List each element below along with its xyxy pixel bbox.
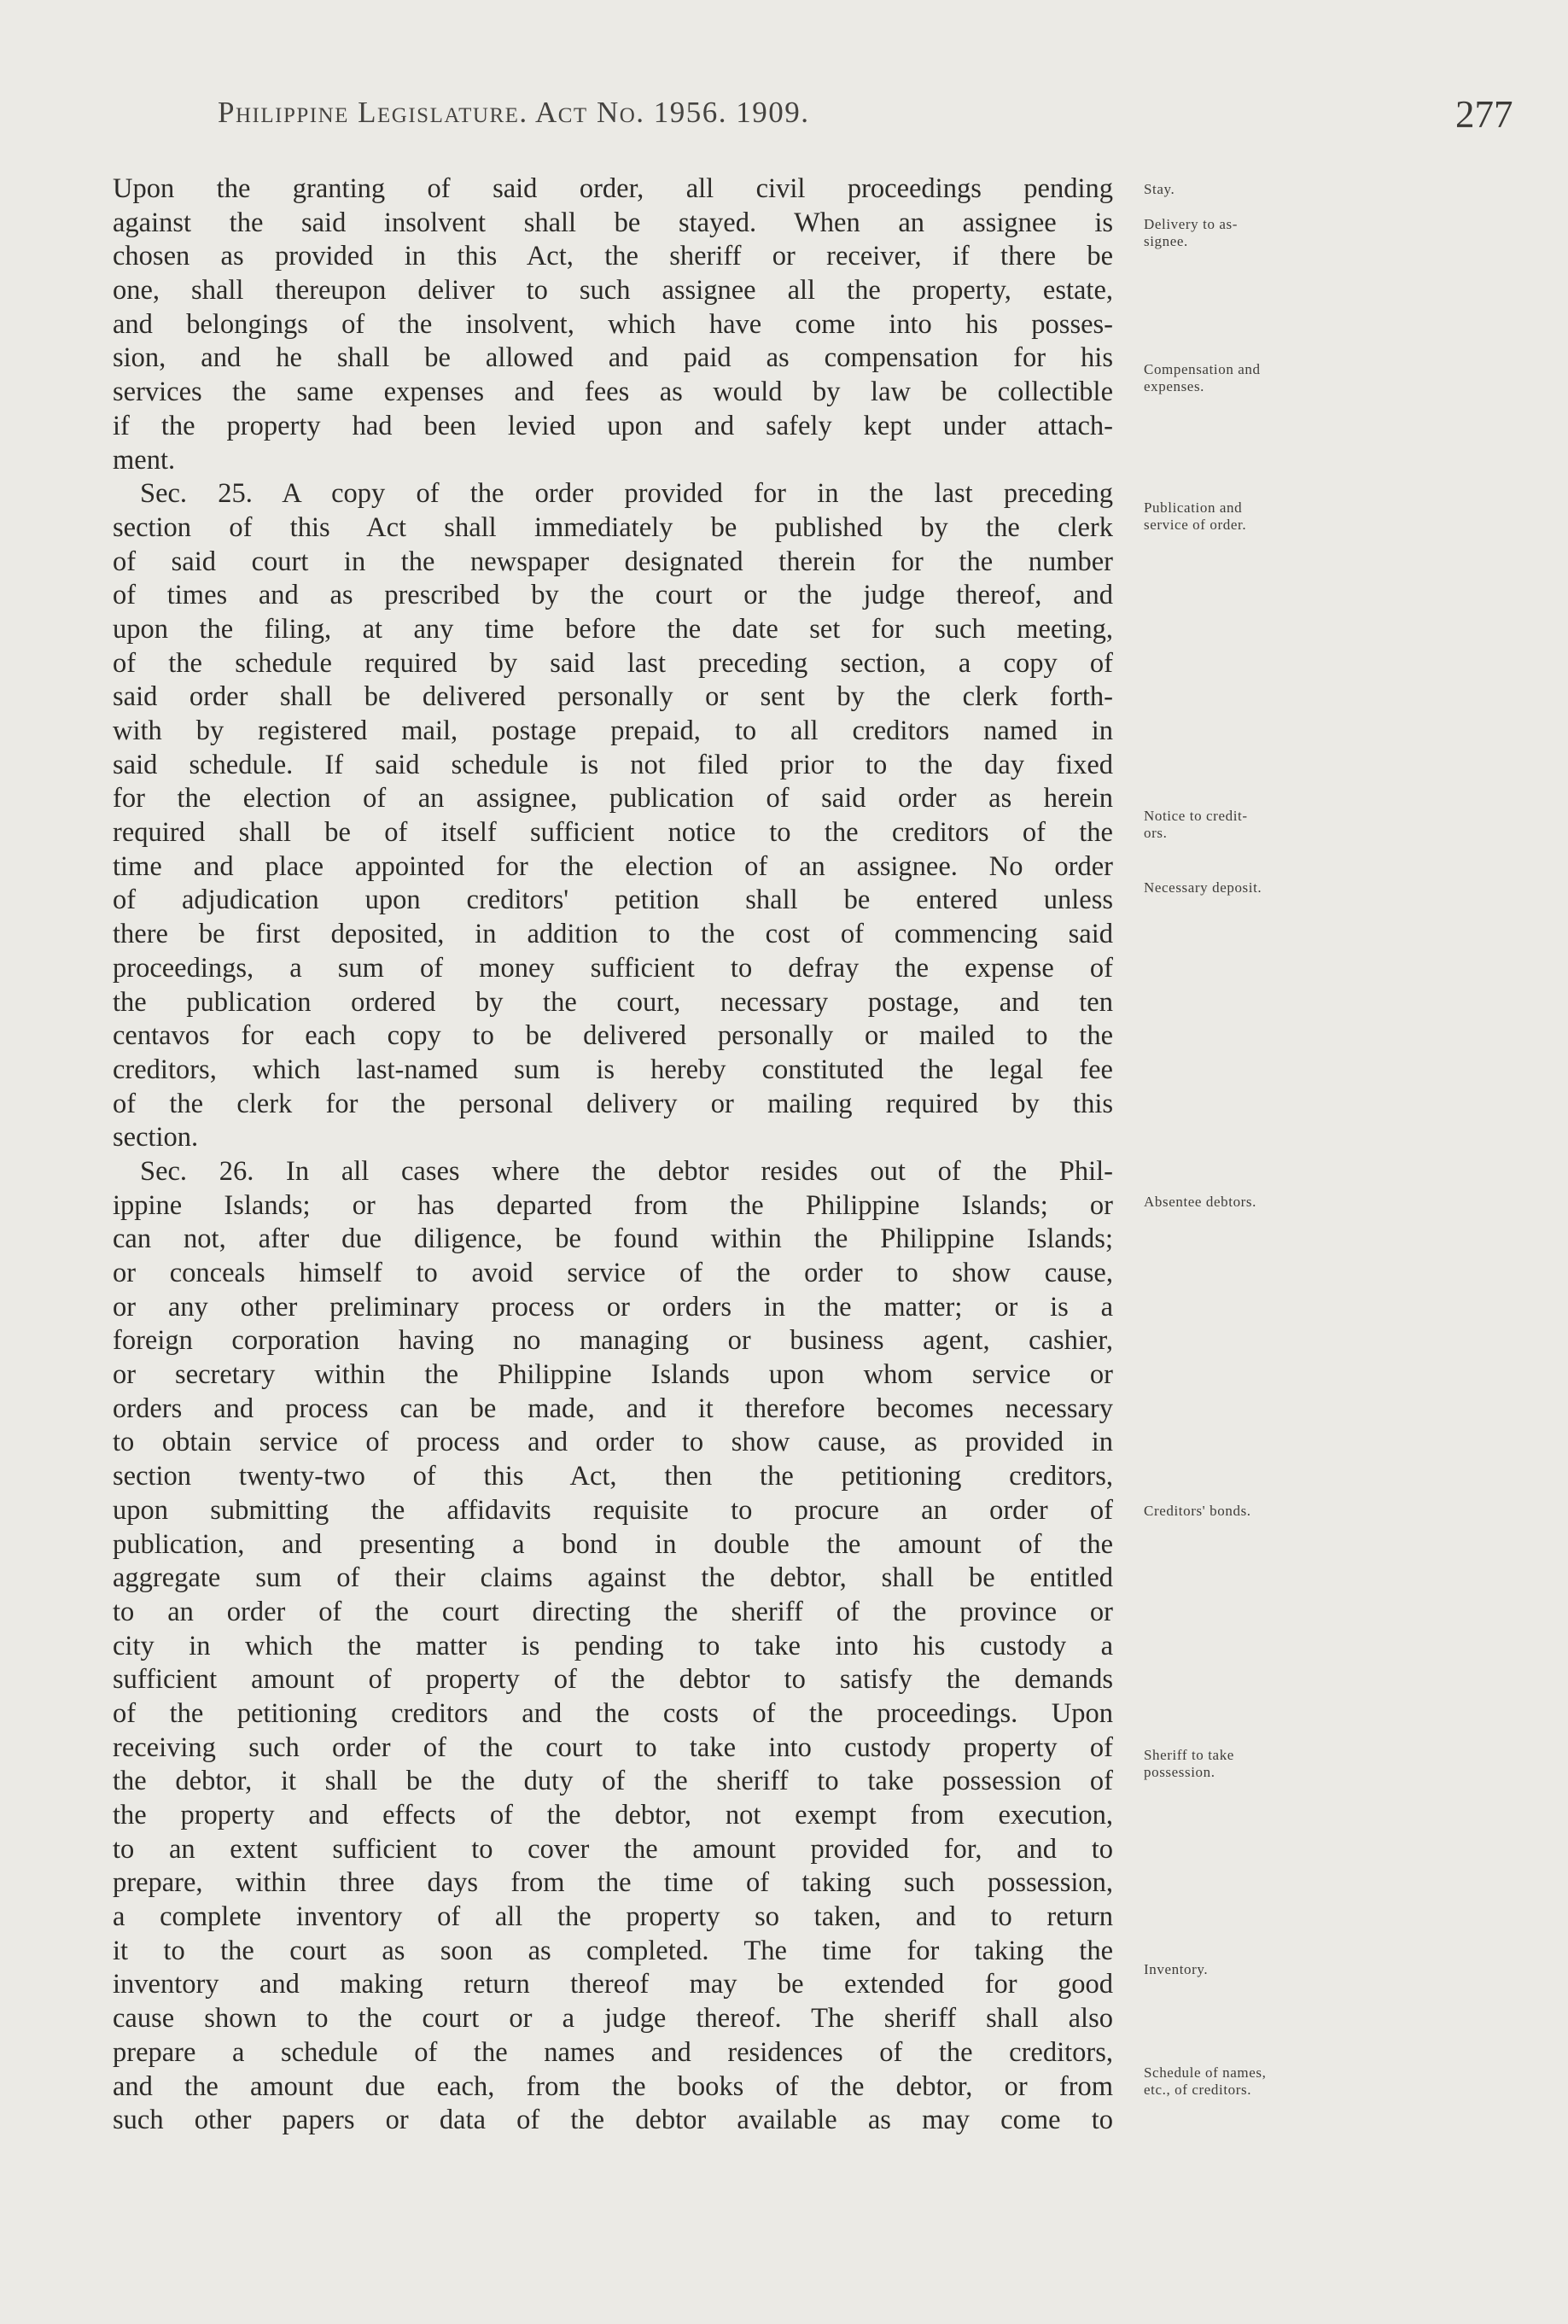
margin-note-text: Compensation and bbox=[1144, 361, 1261, 377]
margin-note-deposit bbox=[1144, 879, 1383, 896]
margin-note-publication bbox=[1144, 499, 1383, 534]
text-line: of the schedule required by said last preceding section, a copy of bbox=[113, 647, 1113, 679]
text-line: receiving such order of the court to take into custody property of bbox=[113, 1731, 1113, 1763]
text-line: sufficient amount of property of the debtor to satisfy the demands bbox=[113, 1664, 1113, 1696]
text-line: of the clerk for the personal delivery or mailing required by this bbox=[113, 1088, 1113, 1119]
section-25-start: Sec. 25. A copy of the order provided for in the last preceding bbox=[140, 478, 1113, 510]
margin-note-text: etc., of creditors. bbox=[1144, 2082, 1252, 2098]
text-line: such other papers or data of the debtor available as may come to bbox=[113, 2105, 1113, 2136]
margin-note-text: signee. bbox=[1144, 233, 1188, 249]
margin-note-delivery bbox=[1144, 216, 1383, 250]
margin-note-text: Creditors' bonds. bbox=[1144, 1503, 1251, 1519]
text-line: to an extent sufficient to cover the amount provided for, and to bbox=[113, 1833, 1113, 1865]
text-line: orders and process can be made, and it therefore becomes necessary bbox=[113, 1393, 1113, 1424]
text-line: section twenty-two of this Act, then the petitioning creditors, bbox=[113, 1461, 1113, 1492]
margin-note-text: Absentee debtors. bbox=[1144, 1194, 1256, 1210]
text-line: creditors, which last-named sum is hereby constituted the legal fee bbox=[113, 1054, 1113, 1085]
margin-note-stay bbox=[1144, 181, 1383, 198]
margin-note-absentee bbox=[1144, 1194, 1383, 1211]
text-line: to obtain service of process and order to show cause, as provided in bbox=[113, 1427, 1113, 1458]
text-line: upon submitting the affidavits requisite to procure an order of bbox=[113, 1494, 1113, 1526]
text-line: section. bbox=[113, 1122, 199, 1153]
margin-note-text: Stay. bbox=[1144, 181, 1175, 197]
margin-note-sheriff bbox=[1144, 1747, 1383, 1781]
margin-note-text: ors. bbox=[1144, 825, 1168, 841]
margin-note-text: expenses. bbox=[1144, 378, 1205, 394]
margin-note-inventory bbox=[1144, 1961, 1383, 1978]
section-26-start: Sec. 26. In all cases where the debtor resides out of the Phil- bbox=[140, 1155, 1113, 1187]
text-line: proceedings, a sum of money sufficient to defray the expense of bbox=[113, 952, 1113, 984]
text-line: there be first deposited, in addition to the cost of commencing said bbox=[113, 919, 1113, 950]
text-line: required shall be of itself sufficient notice to the creditors of the bbox=[113, 817, 1113, 849]
margin-note-notice bbox=[1144, 808, 1383, 842]
text-line: against the said insolvent shall be stayed. When an assignee is bbox=[113, 207, 1113, 238]
text-line: and belongings of the insolvent, which have come into his posses- bbox=[113, 308, 1113, 340]
text-line: prepare a schedule of the names and residences of the creditors, bbox=[113, 2036, 1113, 2068]
text-line: with by registered mail, postage prepaid, to all creditors named in bbox=[113, 715, 1113, 746]
margin-note-text: Inventory. bbox=[1144, 1961, 1209, 1977]
text-line: time and place appointed for the election of an assignee. No order bbox=[113, 850, 1113, 882]
text-line: or any other preliminary process or orders in the matter; or is a bbox=[113, 1291, 1113, 1323]
margin-note-schedule bbox=[1144, 2064, 1383, 2099]
body-text bbox=[113, 172, 1113, 2138]
text-line: if the property had been levied upon and safely kept under attach- bbox=[113, 410, 1113, 441]
text-line: the property and effects of the debtor, not exempt from execution, bbox=[113, 1800, 1113, 1831]
text-line: chosen as provided in this Act, the sheriff or receiver, if there be bbox=[113, 241, 1113, 272]
text-line: and the amount due each, from the books of the debtor, or from bbox=[113, 2070, 1113, 2102]
text-line: foreign corporation having no managing or business agent, cashier, bbox=[113, 1325, 1113, 1357]
margin-note-bonds bbox=[1144, 1503, 1383, 1520]
text-line: Upon the granting of said order, all civil proceedings pending bbox=[113, 173, 1113, 204]
text-line: a complete inventory of all the property so taken, and to return bbox=[113, 1901, 1113, 1933]
text-line: can not, after due diligence, be found within the Philippine Islands; bbox=[113, 1223, 1113, 1255]
text-line: the debtor, it shall be the duty of the sheriff to take possession of bbox=[113, 1766, 1113, 1797]
margin-note-text: Notice to credit- bbox=[1144, 808, 1248, 824]
text-line: publication, and presenting a bond in double the amount of the bbox=[113, 1528, 1113, 1560]
text-line: of said court in the newspaper designated therein for the number bbox=[113, 546, 1113, 577]
margin-note-text: Necessary deposit. bbox=[1144, 879, 1262, 896]
text-line: cause shown to the court or a judge thereof. The sheriff shall also bbox=[113, 2003, 1113, 2035]
text-line: services the same expenses and fees as would by law be collectible bbox=[113, 377, 1113, 408]
text-line: city in which the matter is pending to take into his custody a bbox=[113, 1630, 1113, 1661]
margin-note-text: service of order. bbox=[1144, 517, 1247, 533]
text-line: of the petitioning creditors and the costs of the proceedings. Upon bbox=[113, 1697, 1113, 1729]
margin-note-text: Publication and bbox=[1144, 499, 1243, 516]
text-line: centavos for each copy to be delivered personally or mailed to the bbox=[113, 1020, 1113, 1052]
margin-note-text: Schedule of names, bbox=[1144, 2064, 1267, 2081]
text-line: ment. bbox=[113, 444, 176, 476]
text-line: prepare, within three days from the time of taking such possession, bbox=[113, 1867, 1113, 1899]
text-line: inventory and making return thereof may be extended for good bbox=[113, 1969, 1113, 2000]
margin-note-compensation bbox=[1144, 361, 1383, 395]
text-line: one, shall thereupon deliver to such assignee all the property, estate, bbox=[113, 275, 1113, 307]
margin-note-text: Sheriff to take bbox=[1144, 1747, 1234, 1763]
text-line: of adjudication upon creditors' petition shall be entered unless bbox=[113, 885, 1113, 916]
text-line: it to the court as soon as completed. The time for taking the bbox=[113, 1935, 1113, 1966]
text-line: to an order of the court directing the sheriff of the province or bbox=[113, 1596, 1113, 1627]
text-line: said schedule. If said schedule is not filed prior to the day fixed bbox=[113, 749, 1113, 780]
text-line: of times and as prescribed by the court or the judge thereof, and bbox=[113, 580, 1113, 611]
text-line: ippine Islands; or has departed from the Philippine Islands; or bbox=[113, 1189, 1113, 1221]
text-line: upon the filing, at any time before the date set for such meeting, bbox=[113, 613, 1113, 645]
text-line: sion, and he shall be allowed and paid as compensation for his bbox=[113, 342, 1113, 374]
page-number: 277 bbox=[1455, 93, 1513, 136]
running-header: Philippine Legislature. Act No. 1956. 1909. bbox=[218, 96, 810, 129]
text-line: section of this Act shall immediately be published by the clerk bbox=[113, 511, 1113, 543]
text-line: for the election of an assignee, publication of said order as herein bbox=[113, 783, 1113, 815]
margin-note-text: Delivery to as- bbox=[1144, 216, 1239, 232]
text-line: or conceals himself to avoid service of the order to show cause, bbox=[113, 1258, 1113, 1288]
margin-note-text: possession. bbox=[1144, 1764, 1215, 1780]
text-line: or secretary within the Philippine Islands upon whom service or bbox=[113, 1359, 1113, 1391]
text-line: said order shall be delivered personally or sent by the clerk forth- bbox=[113, 681, 1113, 713]
text-line: aggregate sum of their claims against the debtor, shall be entitled bbox=[113, 1562, 1113, 1594]
text-line: the publication ordered by the court, necessary postage, and ten bbox=[113, 986, 1113, 1018]
